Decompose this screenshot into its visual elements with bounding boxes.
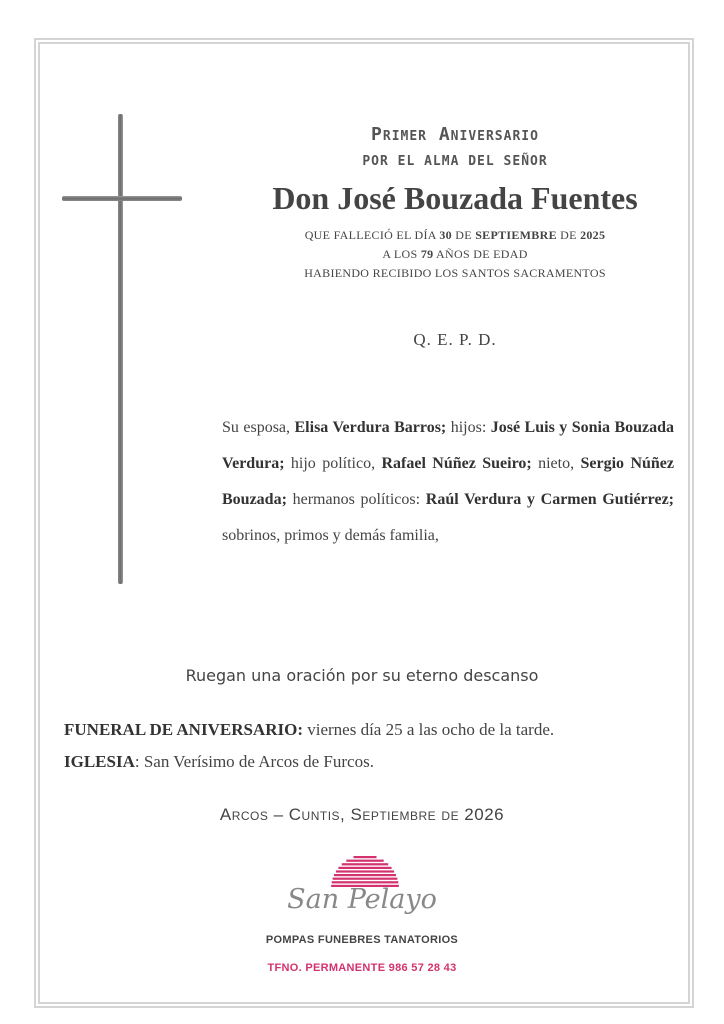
sacraments-line: HABIENDO RECIBIDO LOS SANTOS SACRAMENTOS [304,266,606,280]
age-line: A LOS 79 AÑOS DE EDAD [382,247,528,261]
logo-stripe [333,878,398,880]
logo-stripe [338,867,391,869]
logo-stripe [342,863,389,865]
family-paragraph: Su esposa, Elisa Verdura Barros; hijos: José Luis y Sonia Bouzada Verdura; hijo político, Rafael Núñez Sueiro; nieto, Sergio Núñez Bouzada; hermanos políticos: Raúl Verdura y Carmen Gutiérrez; sobrinos, primos y demás familia, [222,419,675,544]
church-info: IGLESIA: San Verísimo de Arcos de Furcos. [64,752,374,771]
qepd: Q. E. P. D. [413,330,497,349]
soul-line: POR EL ALMA DEL SEÑOR [362,154,548,169]
phone-number: TFNO. PERMANENTE 986 57 28 43 [267,962,457,974]
logo-stripe [336,870,394,872]
place-date: Arcos – Cuntis, Septiembre de 2026 [219,805,505,824]
logo-stripe [334,874,396,876]
death-date-line: QUE FALLECIÓ EL DÍA 30 DE SEPTIEMBRE DE 2025 [304,228,606,242]
prayer-request: Ruegan una oración por su eterno descanso [185,666,539,685]
cross-icon-vertical [118,114,123,584]
logo-text: San Pelayo [287,884,437,915]
funeral-info: FUNERAL DE ANIVERSARIO: viernes día 25 a las ocho de la tarde. [64,720,555,739]
logo-stripe [346,860,383,862]
logo-stripe [354,856,377,858]
company-name: POMPAS FUNEBRES TANATORIOS [265,934,459,946]
cross-icon-horizontal [62,196,182,201]
anniversary-title: Primer Aniversario [371,124,539,145]
deceased-name: Don José Bouzada Fuentes [272,180,638,216]
